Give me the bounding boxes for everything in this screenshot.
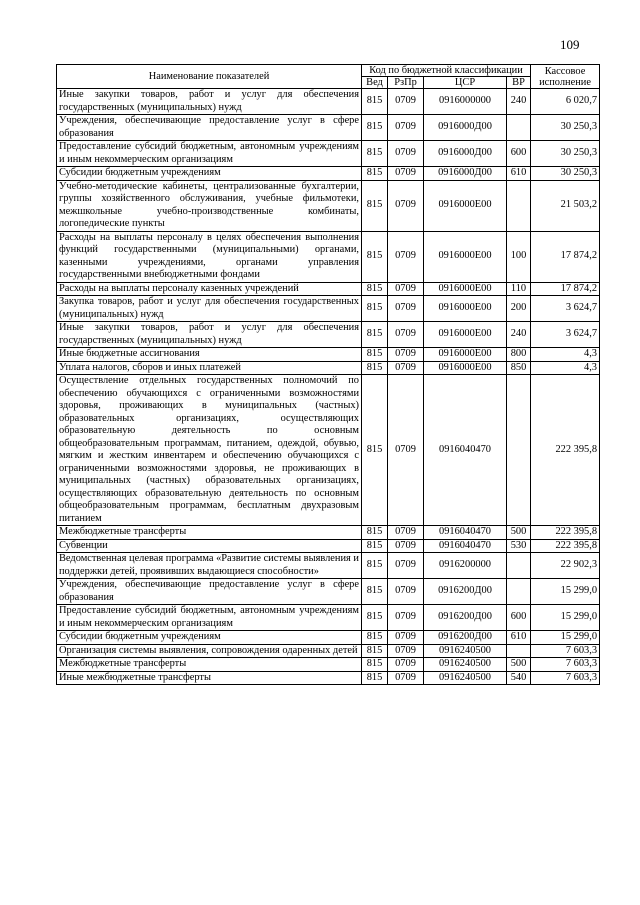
table-header-row xyxy=(57,65,600,77)
table-row xyxy=(57,539,600,553)
cell-name: Субвенции xyxy=(57,539,362,553)
table-row xyxy=(57,605,600,631)
cell-vr: 500 xyxy=(507,658,531,672)
cell-rzpr: 0709 xyxy=(388,644,424,658)
cell-csr: 0916000Д00 xyxy=(424,141,507,167)
cell-vr: 240 xyxy=(507,89,531,115)
cell-rzpr: 0709 xyxy=(388,539,424,553)
header-ved: Вед xyxy=(362,77,388,89)
cell-rzpr: 0709 xyxy=(388,296,424,322)
cell-ved: 815 xyxy=(362,89,388,115)
cell-name: Уплата налогов, сборов и иных платежей xyxy=(57,361,362,375)
table-row xyxy=(57,579,600,605)
cell-ved: 815 xyxy=(362,231,388,282)
cell-name: Расходы на выплаты персоналу в целях обеспечения выполнения функций государственными (муниципальными) органами, казенными учреждениями, органами управления государственными внебюджетными фондами xyxy=(57,231,362,282)
cell-name: Субсидии бюджетным учреждениям xyxy=(57,167,362,181)
cell-amount: 17 874,2 xyxy=(531,282,600,296)
cell-amount: 3 624,7 xyxy=(531,296,600,322)
table-row xyxy=(57,167,600,181)
cell-csr: 0916040470 xyxy=(424,539,507,553)
cell-csr: 0916000Д00 xyxy=(424,115,507,141)
cell-name: Иные закупки товаров, работ и услуг для обеспечения государственных (муниципальных) нужд xyxy=(57,89,362,115)
cell-csr: 0916000Е00 xyxy=(424,282,507,296)
cell-vr: 600 xyxy=(507,141,531,167)
cell-vr xyxy=(507,375,531,526)
cell-amount: 222 395,8 xyxy=(531,526,600,540)
cell-csr: 0916200Д00 xyxy=(424,631,507,645)
cell-amount: 7 603,3 xyxy=(531,658,600,672)
cell-name: Иные закупки товаров, работ и услуг для обеспечения государственных (муниципальных) нужд xyxy=(57,322,362,348)
cell-ved: 815 xyxy=(362,539,388,553)
cell-vr: 540 xyxy=(507,671,531,685)
cell-vr: 850 xyxy=(507,361,531,375)
cell-vr: 610 xyxy=(507,631,531,645)
cell-name: Учреждения, обеспечивающие предоставление услуг в сфере образования xyxy=(57,579,362,605)
cell-ved: 815 xyxy=(362,322,388,348)
cell-rzpr: 0709 xyxy=(388,361,424,375)
table-row xyxy=(57,644,600,658)
budget-table xyxy=(56,64,600,685)
cell-ved: 815 xyxy=(362,348,388,362)
cell-rzpr: 0709 xyxy=(388,167,424,181)
cell-rzpr: 0709 xyxy=(388,180,424,231)
cell-csr: 0916200Д00 xyxy=(424,579,507,605)
cell-csr: 0916000000 xyxy=(424,89,507,115)
cell-amount: 222 395,8 xyxy=(531,375,600,526)
table-row xyxy=(57,141,600,167)
cell-vr: 100 xyxy=(507,231,531,282)
table-body xyxy=(57,89,600,685)
table-row xyxy=(57,526,600,540)
cell-ved: 815 xyxy=(362,361,388,375)
cell-rzpr: 0709 xyxy=(388,526,424,540)
table-row xyxy=(57,89,600,115)
header-csr: ЦСР xyxy=(424,77,507,89)
table-row xyxy=(57,115,600,141)
table-row xyxy=(57,348,600,362)
cell-ved: 815 xyxy=(362,115,388,141)
cell-name: Межбюджетные трансферты xyxy=(57,526,362,540)
cell-amount: 15 299,0 xyxy=(531,579,600,605)
cell-ved: 815 xyxy=(362,282,388,296)
cell-ved: 815 xyxy=(362,644,388,658)
table-row xyxy=(57,180,600,231)
cell-csr: 0916040470 xyxy=(424,526,507,540)
cell-name: Закупка товаров, работ и услуг для обеспечения государственных (муниципальных) нужд xyxy=(57,296,362,322)
table-row xyxy=(57,671,600,685)
table-row xyxy=(57,375,600,526)
cell-rzpr: 0709 xyxy=(388,658,424,672)
cell-ved: 815 xyxy=(362,671,388,685)
cell-csr: 0916000Е00 xyxy=(424,322,507,348)
cell-name: Ведомственная целевая программа «Развитие системы выявления и поддержки детей, проявивших выдающиеся способности» xyxy=(57,553,362,579)
cell-name: Межбюджетные трансферты xyxy=(57,658,362,672)
cell-csr: 0916200000 xyxy=(424,553,507,579)
cell-amount: 21 503,2 xyxy=(531,180,600,231)
cell-vr xyxy=(507,553,531,579)
table-row xyxy=(57,553,600,579)
cell-vr: 110 xyxy=(507,282,531,296)
cell-amount: 22 902,3 xyxy=(531,553,600,579)
table-row xyxy=(57,631,600,645)
cell-rzpr: 0709 xyxy=(388,115,424,141)
cell-vr xyxy=(507,579,531,605)
header-amount: Кассовое исполнение xyxy=(531,65,600,89)
cell-csr: 0916200Д00 xyxy=(424,605,507,631)
table-row xyxy=(57,231,600,282)
cell-csr: 0916000Е00 xyxy=(424,361,507,375)
cell-csr: 0916000Е00 xyxy=(424,231,507,282)
cell-name: Осуществление отдельных государственных полномочий по обеспечению обучающихся с ограниченными возможностями здоровья, проживающих в муниципальных (частных) образовательных организациях, осуществляющих образовательную деятельность по основным общеобразовательным программам, питанием, одеждой, обувью, мягким и жестким инвентарем и обеспечению обучающихся с ограниченными возможностями здоровья, не проживающих в муниципальных (частных) образовательных организациях, осуществляющих образовательную деятельность по основным общеобразовательным программам, бесплатным двухразовым питанием xyxy=(57,375,362,526)
cell-csr: 0916000Е00 xyxy=(424,348,507,362)
cell-vr xyxy=(507,644,531,658)
cell-amount: 4,3 xyxy=(531,361,600,375)
cell-name: Учебно-методические кабинеты, централизованные бухгалтерии, группы хозяйственного обслуживания, учебные фильмотеки, межшкольные учебно-производственные комбинаты, логопедические пункты xyxy=(57,180,362,231)
cell-ved: 815 xyxy=(362,167,388,181)
cell-amount: 30 250,3 xyxy=(531,167,600,181)
cell-amount: 15 299,0 xyxy=(531,631,600,645)
cell-ved: 815 xyxy=(362,631,388,645)
cell-name: Предоставление субсидий бюджетным, автономным учреждениям и иным некоммерческим организациям xyxy=(57,605,362,631)
cell-csr: 0916240500 xyxy=(424,671,507,685)
cell-amount: 30 250,3 xyxy=(531,141,600,167)
cell-amount: 4,3 xyxy=(531,348,600,362)
cell-rzpr: 0709 xyxy=(388,282,424,296)
table-row xyxy=(57,658,600,672)
cell-csr: 0916240500 xyxy=(424,644,507,658)
cell-vr xyxy=(507,115,531,141)
cell-ved: 815 xyxy=(362,579,388,605)
cell-amount: 7 603,3 xyxy=(531,671,600,685)
cell-amount: 3 624,7 xyxy=(531,322,600,348)
cell-name: Иные бюджетные ассигнования xyxy=(57,348,362,362)
cell-amount: 15 299,0 xyxy=(531,605,600,631)
cell-name: Расходы на выплаты персоналу казенных учреждений xyxy=(57,282,362,296)
cell-name: Предоставление субсидий бюджетным, автономным учреждениям и иным некоммерческим организациям xyxy=(57,141,362,167)
cell-ved: 815 xyxy=(362,526,388,540)
cell-vr: 200 xyxy=(507,296,531,322)
cell-ved: 815 xyxy=(362,141,388,167)
cell-rzpr: 0709 xyxy=(388,579,424,605)
header-name: Наименование показателей xyxy=(57,65,362,89)
cell-ved: 815 xyxy=(362,553,388,579)
cell-csr: 0916240500 xyxy=(424,658,507,672)
cell-rzpr: 0709 xyxy=(388,231,424,282)
page-number: 109 xyxy=(560,37,580,52)
table-row xyxy=(57,282,600,296)
cell-amount: 7 603,3 xyxy=(531,644,600,658)
cell-rzpr: 0709 xyxy=(388,141,424,167)
cell-vr: 530 xyxy=(507,539,531,553)
cell-rzpr: 0709 xyxy=(388,605,424,631)
cell-vr: 610 xyxy=(507,167,531,181)
table-row xyxy=(57,361,600,375)
cell-ved: 815 xyxy=(362,375,388,526)
cell-amount: 222 395,8 xyxy=(531,539,600,553)
cell-csr: 0916040470 xyxy=(424,375,507,526)
cell-amount: 6 020,7 xyxy=(531,89,600,115)
table-row xyxy=(57,322,600,348)
cell-amount: 17 874,2 xyxy=(531,231,600,282)
cell-amount: 30 250,3 xyxy=(531,115,600,141)
table-row xyxy=(57,296,600,322)
cell-csr: 0916000Е00 xyxy=(424,180,507,231)
cell-rzpr: 0709 xyxy=(388,553,424,579)
cell-rzpr: 0709 xyxy=(388,631,424,645)
cell-rzpr: 0709 xyxy=(388,671,424,685)
cell-ved: 815 xyxy=(362,296,388,322)
cell-csr: 0916000Е00 xyxy=(424,296,507,322)
cell-csr: 0916000Д00 xyxy=(424,167,507,181)
header-code-group: Код по бюджетной классификации xyxy=(362,65,531,77)
cell-vr: 600 xyxy=(507,605,531,631)
cell-rzpr: 0709 xyxy=(388,89,424,115)
header-rzpr: РзПр xyxy=(388,77,424,89)
cell-ved: 815 xyxy=(362,605,388,631)
cell-name: Организация системы выявления, сопровождения одаренных детей xyxy=(57,644,362,658)
cell-vr: 240 xyxy=(507,322,531,348)
cell-vr: 500 xyxy=(507,526,531,540)
cell-rzpr: 0709 xyxy=(388,375,424,526)
cell-ved: 815 xyxy=(362,180,388,231)
cell-ved: 815 xyxy=(362,658,388,672)
cell-vr: 800 xyxy=(507,348,531,362)
cell-rzpr: 0709 xyxy=(388,348,424,362)
cell-name: Учреждения, обеспечивающие предоставление услуг в сфере образования xyxy=(57,115,362,141)
cell-vr xyxy=(507,180,531,231)
cell-name: Иные межбюджетные трансферты xyxy=(57,671,362,685)
header-vr: ВР xyxy=(507,77,531,89)
cell-rzpr: 0709 xyxy=(388,322,424,348)
cell-name: Субсидии бюджетным учреждениям xyxy=(57,631,362,645)
